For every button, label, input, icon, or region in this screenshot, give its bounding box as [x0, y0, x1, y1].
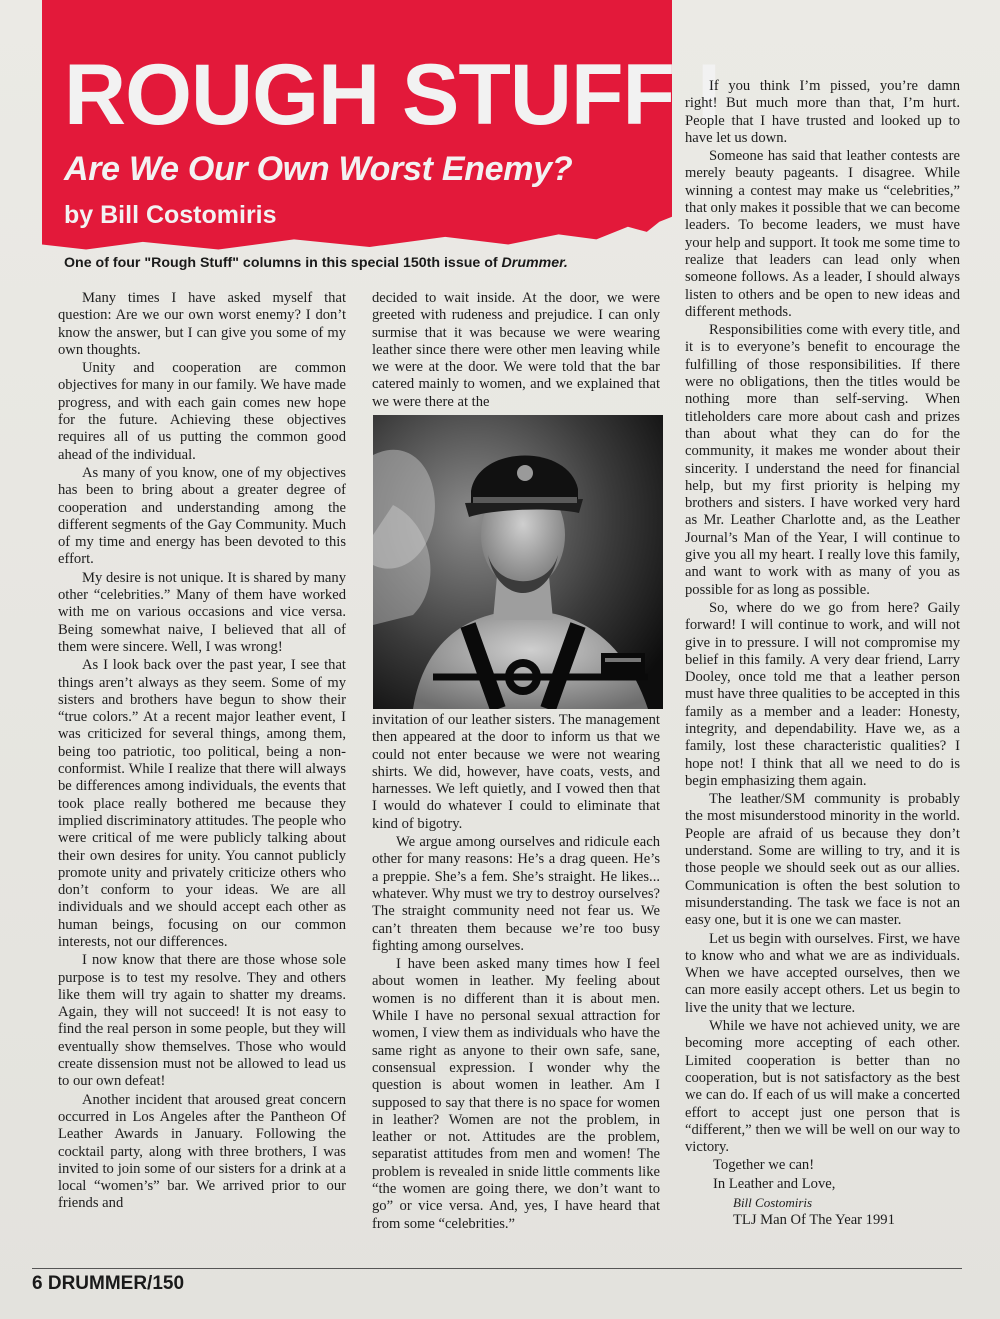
paragraph: We argue among ourselves and ridicule each other for many reasons: He’s a drag queen. He’s a preppie. She’s a fem. She’s straight. He likes... whatever. Why must we try to destroy ourselves? The straight community need not fear us. We can’t threaten them because we’re too busy fighting among ourselves. — [372, 834, 660, 954]
paragraph: invitation of our leather sisters. The management then appeared at the door to inform us that we could not enter because we were not wearing shirts. We did, however, have coats, vests, and harnesses. We left quietly, and I vowed then that I would do whatever I could to eliminate that kind of bigotry. — [372, 712, 660, 832]
paragraph: Let us begin with ourselves. First, we have to know who and what we are as individuals. When we have accepted ourselves, then we can more easily accept others. Let us begin to live the unity that we lecture. — [685, 930, 960, 1016]
column-2-top — [372, 290, 660, 411]
article-title: ROUGH STUFF I — [64, 47, 720, 143]
paragraph: I have been asked many times how I feel about women in leather. My feeling about women is no different than it is about men. While I have no personal sexual attraction for women, I view them as individuals who have the same right as anyone to their own safe, sane, consensual expression. I wonder why the question is about women in leather. Am I supposed to say that there is no space for women in leather? Women are not the problem, in leather or not. Attitudes are the problem, separatist attitudes from men and women! The problem is revealed in snide little comments like “the women are going there, we don’t want to go” or vice versa. And, yes, I have heard that from some “celebrities.” — [372, 956, 660, 1232]
signature-title: TLJ Man Of The Year 1991 — [733, 1212, 895, 1229]
signature: Bill Costomiris — [733, 1195, 813, 1210]
portrait-photo-icon — [373, 415, 663, 709]
article-subtitle: Are We Our Own Worst Enemy? — [64, 150, 573, 188]
paragraph: Another incident that aroused great concern occurred in Los Angeles after the Pantheon Of Leather Awards in January. Following the cocktail party, along with three brothers, I was invited to join some of our sisters for a drink at a local “women’s” bar. We arrived prior to our friends and — [58, 1091, 346, 1212]
signoff-line: In Leather and Love, — [713, 1175, 836, 1192]
paragraph: So, where do we go from here? Gaily forward! I will continue to work, and will not give in to pressure. I will not compromise my belief in this family. A very dear friend, Larry Dooley, once told me that a leather person must have three qualities to be accepted in this family as a member and a leader: Honesty, integrity, and dependability. Have we, as a family, lost these characteristic qualities? I hope not! I think that all we need to do is begin emphasizing them again. — [685, 599, 960, 789]
signoff-line: Together we can! — [713, 1157, 815, 1174]
page-footer: 6 DRUMMER/150 — [32, 1273, 185, 1294]
paragraph: If you think I’m pissed, you’re damn right! But much more than that, I’m hurt. People that I have trusted and looked up to have let us down. — [685, 78, 960, 146]
footer-rule — [32, 1268, 962, 1269]
portrait-photo — [373, 415, 663, 709]
paragraph: My desire is not unique. It is shared by many other “celebrities.” Many of them have worked with me on various occasions and vice versa. Being somewhat naive, I believed that all of them were sincere. Well, I was wrong! — [58, 569, 346, 655]
column-3 — [685, 78, 960, 1230]
intro-text: One of four "Rough Stuff" columns in this special 150th issue of — [64, 255, 502, 271]
intro-publication: Drummer. — [501, 255, 568, 271]
paragraph: As many of you know, one of my objectives has been to bring about a greater degree of cooperation and understanding among the different segments of the Gay Community. Much of my time and energy has been devoted to this effort. — [58, 464, 346, 568]
paragraph: decided to wait inside. At the door, we were greeted with rudeness and prejudice. I can only surmise that it was because we were wearing leather since there were other men leaving while we were at the door. We were told that the bar catered mainly to women, and we explained that we were there at the — [372, 290, 660, 410]
column-1 — [58, 290, 346, 1213]
byline: by Bill Costomiris — [64, 201, 277, 229]
column-2-bottom — [372, 712, 660, 1233]
paragraph: As I look back over the past year, I see that things aren’t always as they seem. Some of my sisters and brothers have begun to show their “true colors.” At a recent major leather event, I was criticized for several things, among them, being too patriotic, too political, being a non-conformist. While I realize that there will always be differences among individuals, the events that took place really bothered me because they implied discriminatory attitudes. The people who were critical of me were publicly talking about their own desires for unity. You cannot publicly promote unity and privately criticize others who don’t conform to your ideas. We are all individuals and we should accept each other as human beings, focusing on our common interests, not our differences. — [58, 657, 346, 950]
paragraph: I now know that there are those whose sole purpose is to test my resolve. They and others like them will try again to shatter my dreams. Again, they will not succeed! It is not easy to find the real person in some people, but they will eventually show themselves. Those who would create dissension must not be allowed to lead us to our own defeat! — [58, 952, 346, 1090]
paragraph: While we have not achieved unity, we are becoming more accepting of each other. Limited cooperation is better than no cooperation, but is not satisfactory as the best we can do. If each of us will make a concerted effort to accept just one person that is “different,” then we will be well on our way to victory. — [685, 1018, 960, 1156]
paragraph: Responsibilities come with every title, and it is to everyone’s benefit to encourage the fulfilling of those responsibilities. If there were no obligations, then the titles would be nothing more than self-serving. When titleholders care more about cash and prizes than about what they can do for the community, it makes me wonder about their sincerity. I understand the need for financial help, but my first priority is helping my brothers and sisters. I have worked very hard as Mr. Leather Charlotte and, as the Leather Journal’s Man of the Year, I will continue to give you all my heart. I really love this family, and want to work with as many of you as possible for as long as possible. — [685, 322, 960, 598]
paragraph: Unity and cooperation are common objectives for many in our family. We have made progress, and with each gain comes new hope for the future. Achieving these objectives requires all of us putting the common good ahead of the individual. — [58, 360, 346, 463]
intro-line — [64, 255, 684, 272]
paragraph: Many times I have asked myself that question: Are we our own worst enemy? I don’t know the answer, but I can give you some of my own thoughts. — [58, 290, 346, 358]
paragraph: Someone has said that leather contests are merely beauty pageants. I disagree. While winning a contest may make us “celebrities,” that only makes it possible that we can become leaders. To become leaders, we must have your help and support. It took me some time to realize that leaders can lead only when someone follows. As a leader, I should always listen to others and be open to new ideas and different methods. — [685, 148, 960, 320]
paragraph: The leather/SM community is probably the most misunderstood minority in the world. People are afraid of us because they don’t understand. Some are willing to try, and it is those people we should seek out as our allies. Communication is often the best solution to misunderstanding. The task we face is not an easy one, but it is one we can master. — [685, 791, 960, 929]
